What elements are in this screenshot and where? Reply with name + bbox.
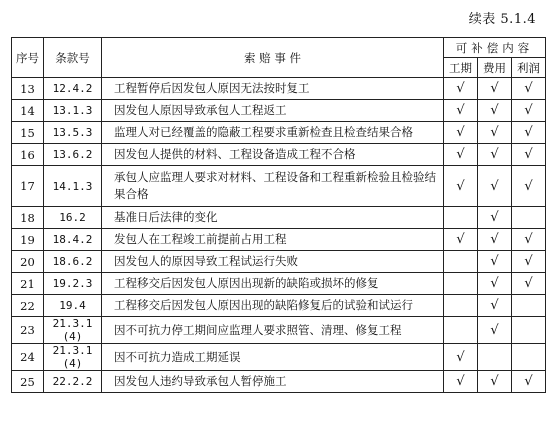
row-event: 工程移交后因发包人原因出现的缺陷修复后的试验和试运行 [102, 295, 444, 317]
check-period [444, 317, 478, 344]
row-clause: 18.6.2 [44, 251, 102, 273]
check-profit: √ [512, 144, 546, 166]
row-event: 工程暂停后因发包人原因无法按时复工 [102, 78, 444, 100]
header-event: 索 赔 事 件 [102, 38, 444, 78]
check-period: √ [444, 344, 478, 371]
check-profit: √ [512, 251, 546, 273]
header-clause: 条款号 [44, 38, 102, 78]
table-row [12, 251, 546, 273]
check-profit: √ [512, 371, 546, 393]
check-profit [512, 295, 546, 317]
table-row [12, 317, 546, 344]
row-event: 工程移交后因发包人原因出现新的缺陷或损坏的修复 [102, 273, 444, 295]
row-clause: 18.4.2 [44, 229, 102, 251]
row-event: 承包人应监理人要求对材料、工程设备和工程重新检验且检验结果合格 [102, 166, 444, 207]
row-clause: 19.2.3 [44, 273, 102, 295]
row-event: 监理人对已经覆盖的隐蔽工程要求重新检查且检查结果合格 [102, 122, 444, 144]
row-number: 19 [12, 229, 44, 251]
check-cost: √ [478, 295, 512, 317]
check-cost: √ [478, 229, 512, 251]
row-number: 24 [12, 344, 44, 371]
check-period: √ [444, 166, 478, 207]
check-cost: √ [478, 78, 512, 100]
table-row [12, 295, 546, 317]
check-period [444, 295, 478, 317]
check-profit: √ [512, 229, 546, 251]
header-seq: 序号 [12, 38, 44, 78]
row-clause: 13.5.3 [44, 122, 102, 144]
table-row [12, 122, 546, 144]
row-event: 因发包人违约导致承包人暂停施工 [102, 371, 444, 393]
check-period: √ [444, 371, 478, 393]
check-profit: √ [512, 273, 546, 295]
table-row [12, 144, 546, 166]
check-cost: √ [478, 273, 512, 295]
table-caption: 续表 5.1.4 [468, 12, 536, 27]
row-number: 16 [12, 144, 44, 166]
row-number: 13 [12, 78, 44, 100]
header-compensable: 可补偿内容 [444, 38, 546, 58]
row-number: 17 [12, 166, 44, 207]
check-cost: √ [478, 207, 512, 229]
check-profit: √ [512, 122, 546, 144]
check-profit: √ [512, 166, 546, 207]
check-cost: √ [478, 371, 512, 393]
row-clause: 21.3.1 (4) [44, 317, 102, 344]
check-profit: √ [512, 78, 546, 100]
check-cost: √ [478, 122, 512, 144]
check-cost: √ [478, 317, 512, 344]
check-profit [512, 317, 546, 344]
row-number: 22 [12, 295, 44, 317]
table-row [12, 78, 546, 100]
row-event: 因不可抗力造成工期延误 [102, 344, 444, 371]
check-period: √ [444, 144, 478, 166]
row-number: 14 [12, 100, 44, 122]
row-number: 18 [12, 207, 44, 229]
claims-table [11, 37, 546, 393]
row-event: 因不可抗力停工期间应监理人要求照管、清理、修复工程 [102, 317, 444, 344]
table-row [12, 100, 546, 122]
row-clause: 13.1.3 [44, 100, 102, 122]
row-event: 发包人在工程竣工前提前占用工程 [102, 229, 444, 251]
check-profit [512, 344, 546, 371]
row-number: 15 [12, 122, 44, 144]
check-period: √ [444, 229, 478, 251]
header-cost: 费用 [478, 58, 512, 78]
table-row [12, 273, 546, 295]
check-profit: √ [512, 100, 546, 122]
row-number: 20 [12, 251, 44, 273]
row-event: 基准日后法律的变化 [102, 207, 444, 229]
row-clause: 14.1.3 [44, 166, 102, 207]
table-row [12, 371, 546, 393]
row-event: 因发包人提供的材料、工程设备造成工程不合格 [102, 144, 444, 166]
table-row [12, 207, 546, 229]
check-profit [512, 207, 546, 229]
row-event: 因发包人的原因导致工程试运行失败 [102, 251, 444, 273]
check-cost: √ [478, 166, 512, 207]
check-period: √ [444, 78, 478, 100]
row-number: 25 [12, 371, 44, 393]
row-clause: 13.6.2 [44, 144, 102, 166]
check-cost: √ [478, 144, 512, 166]
header-period: 工期 [444, 58, 478, 78]
check-period [444, 207, 478, 229]
check-cost: √ [478, 251, 512, 273]
check-period [444, 273, 478, 295]
row-clause: 19.4 [44, 295, 102, 317]
row-number: 21 [12, 273, 44, 295]
check-period: √ [444, 100, 478, 122]
check-cost [478, 344, 512, 371]
check-cost: √ [478, 100, 512, 122]
row-clause: 21.3.1 (4) [44, 344, 102, 371]
row-clause: 22.2.2 [44, 371, 102, 393]
row-clause: 16.2 [44, 207, 102, 229]
row-event: 因发包人原因导致承包人工程返工 [102, 100, 444, 122]
table-row [12, 166, 546, 207]
header-profit: 利润 [512, 58, 546, 78]
check-period [444, 251, 478, 273]
row-number: 23 [12, 317, 44, 344]
table-row [12, 229, 546, 251]
row-clause: 12.4.2 [44, 78, 102, 100]
check-period: √ [444, 122, 478, 144]
table-row [12, 344, 546, 371]
